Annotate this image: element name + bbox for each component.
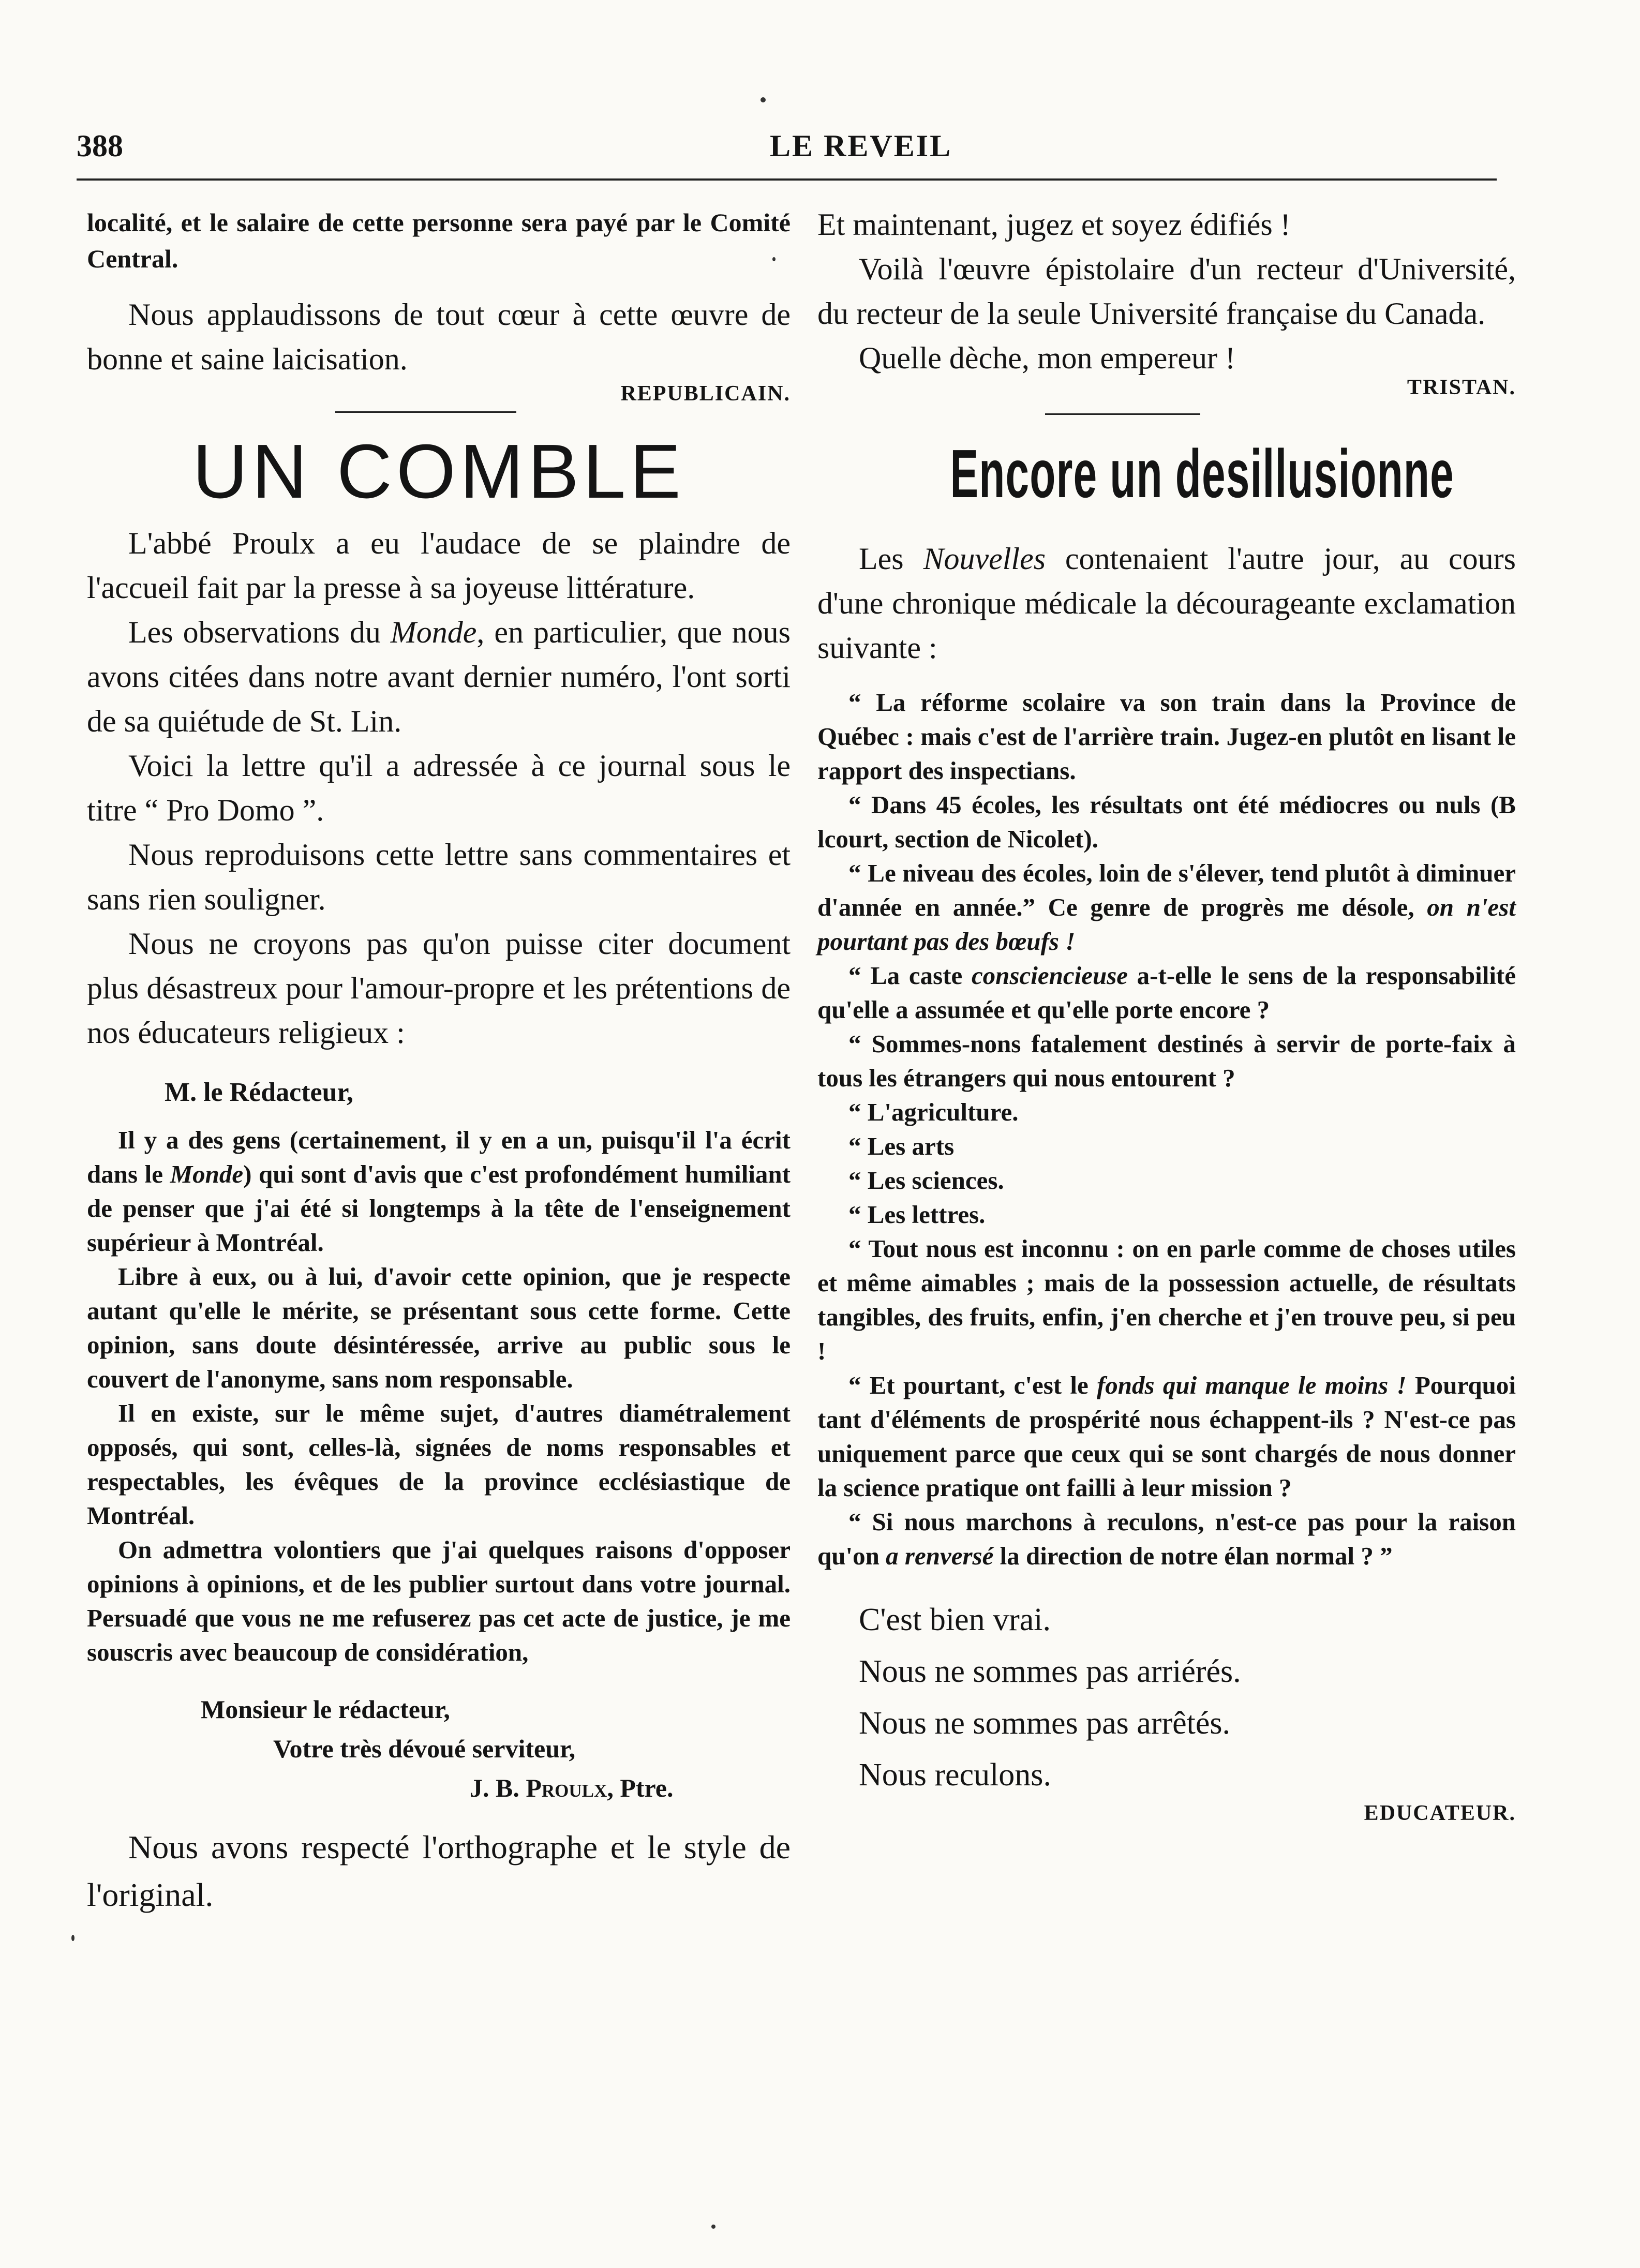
signature-block [87,381,791,417]
scan-speck [71,1935,74,1941]
text-run: “ La caste [848,961,972,990]
text-run: J. B. [470,1773,526,1802]
text-run: la direction de notre élan normal ? ” [993,1542,1393,1570]
italic-run: Monde [170,1160,244,1188]
headline-un-comble: UN COMBLE [192,429,685,514]
quote-list-item: “ L'agriculture. [848,1098,1019,1126]
letter-paragraph: On admettra volontiers que j'ai quelques raisons d'opposer opinions à opinions, et de les publier surtout dans votre journal. Persuadé que vous ne me refuserez pas cet acte de justice, je me souscris avec beaucoup de considération, [87,1535,791,1666]
letter-closing: Monsieur le rédacteur, [201,1695,450,1724]
right-column [817,204,1516,1826]
quote-paragraph: “ Tout nous est inconnu : on en parle comme de choses utiles et même aimables ; mais de la possession actuelle, de résultats tangibles, des fruits, enfin, j'en cherche et j'en trouve peu, si peu ! [817,1234,1516,1365]
italic-run: fonds qui manque le moins ! [1096,1371,1407,1399]
quote-list-item: “ Les lettres. [848,1200,986,1229]
signature-republicain: REPUBLICAIN. [620,382,791,406]
closing-line: Nous reculons. [859,1757,1051,1793]
scan-speck [761,97,766,102]
separator-rule [335,411,516,413]
left-paragraph: Nous ne croyons pas qu'on puisse citer document plus désastreux pour l'amour-propre et les prétentions de nos éducateurs religieux : [87,927,791,1050]
left-paragraph [87,610,791,743]
text-run: Les observations du [128,615,391,649]
closing-line: C'est bien vrai. [859,1602,1051,1637]
running-title: LE REVEIL [770,129,952,163]
quote-paragraph [817,959,1516,1027]
italic-run: on n'est pourtant pas des bœufs ! [817,893,1516,956]
smallcaps-run: Proulx [526,1773,607,1802]
closing-line: Nous ne sommes pas arrêtés. [859,1706,1230,1741]
closing-lines [817,1594,1516,1801]
left-paragraph: Voici la lettre qu'il a adressée à ce journal sous le titre “ Pro Domo ”. [87,749,791,827]
signature-block [817,376,1516,422]
right-paragraph: Quelle dèche, mon empereur ! [859,341,1235,375]
left-column [87,204,791,1919]
right-paragraph: Voilà l'œuvre épistolaire d'un recteur d'Université, du recteur de la seule Université française du Canada. [817,252,1516,331]
quote-paragraph [817,1368,1516,1505]
scan-speck [772,257,776,261]
letter-paragraph: Il en existe, sur le même sujet, d'autres diamétralement opposés, qui sont, celles-là, signées de noms responsables et respectables, les évêques de la province ecclésiastique de Montréal. [87,1399,791,1530]
quote-list-item: “ Les arts [848,1132,955,1160]
text-run: ) qui sont d'avis que c'est profondément humiliant de penser que j'ai été si longtemps à la tête de l'enseignement supérieur à Montréal. [87,1160,791,1257]
scan-speck [711,2225,715,2229]
letter-signature [87,1771,791,1805]
left-paragraph: Nous applaudissons de tout cœur à cette œuvre de bonne et saine laicisation. [87,297,791,376]
left-paragraph: localité, et le salaire de cette personne sera payé par le Comité Central. [87,208,791,273]
letter-closing: Votre très dévoué serviteur, [273,1734,576,1763]
italic-run: Nouvelles [923,542,1046,576]
signature-educateur: EDUCATEUR. [1364,1801,1516,1825]
separator-rule [1045,413,1200,415]
letter-paragraph: Libre à eux, ou à lui, d'avoir cette opinion, que je respecte autant qu'elle le mérite, se présentant sous cette forme. Cette opinion, sans doute désintéressée, arrive au public sous le couvert de l'anonyme, sans nom responsable. [87,1262,791,1393]
italic-run: Monde [390,615,477,649]
quote-paragraph [817,1505,1516,1573]
quote-paragraph [817,856,1516,959]
page-number: 388 [77,129,123,163]
left-paragraph: L'abbé Proulx a eu l'audace de se plaindre de l'accueil fait par la presse à sa joyeuse littérature. [87,526,791,605]
quote-paragraph: “ La réforme scolaire va son train dans la Province de Québec : mais c'est de l'arrière train. Jugez-en plutôt en lisant le rapport des inspectians. [817,688,1516,785]
closing-line: Nous ne sommes pas arriérés. [859,1654,1241,1689]
right-paragraph: Et maintenant, jugez et soyez édifiés ! [817,207,1291,242]
quote-list-item: “ Les sciences. [848,1166,1004,1195]
quote-paragraph: “ Sommes-nons fatalement destinés à servir de porte-faix à tous les étrangers qui nous entourent ? [817,1029,1516,1092]
text-run: a-t-elle le sens de la responsabilité qu'elle a assumée et qu'elle porte encore ? [817,961,1516,1024]
letter-salutation: M. le Rédacteur, [165,1078,353,1107]
page-header [77,128,1494,165]
italic-run: consciencieuse [971,961,1128,990]
text-run: Pourquoi tant d'éléments de prospérité nous échappent-ils ? N'est-ce pas uniquement parce que ceux qui se sont chargés de nous donner la science pratique ont failli à leur mission ? [817,1371,1516,1502]
quote-paragraph: “ Dans 45 écoles, les résultats ont été médiocres ou nuls (B lcourt, section de Nicolet). [817,790,1516,853]
text-run: Il y a des gens (certainement, il y en a un, puisqu'il l'a écrit dans le [87,1126,791,1188]
left-paragraph: Nous avons respecté l'orthographe et le style de l'original. [87,1829,791,1913]
text-run: Les [859,542,923,576]
text-run: , en particulier, que nous avons citées dans notre avant dernier numéro, l'ont sorti de sa quiétude de St. Lin. [87,615,791,738]
letter-paragraph [87,1123,791,1260]
signature-tristan: TRISTAN. [1407,376,1516,399]
text-run: “ Et pourtant, c'est le [848,1371,1097,1399]
text-run: “ Si nous marchons à reculons, n'est-ce pas pour la raison qu'on [817,1508,1516,1570]
left-paragraph: Nous reproduisons cette lettre sans commentaires et sans rien souligner. [87,838,791,916]
text-run: , Ptre. [607,1773,674,1802]
text-run: “ Le niveau des écoles, loin de s'élever, tend plutôt à diminuer d'année en année.” Ce genre de progrès me désole, [817,859,1516,921]
right-paragraph [817,536,1516,670]
italic-run: a renversé [886,1542,994,1570]
text-run: contenaient l'autre jour, au cours d'une chronique médicale la décourageante exclamation suivante : [817,542,1516,665]
header-rule [77,178,1497,181]
headline-encore-un-desillusionne: Encore un desillusionne [950,436,1454,512]
